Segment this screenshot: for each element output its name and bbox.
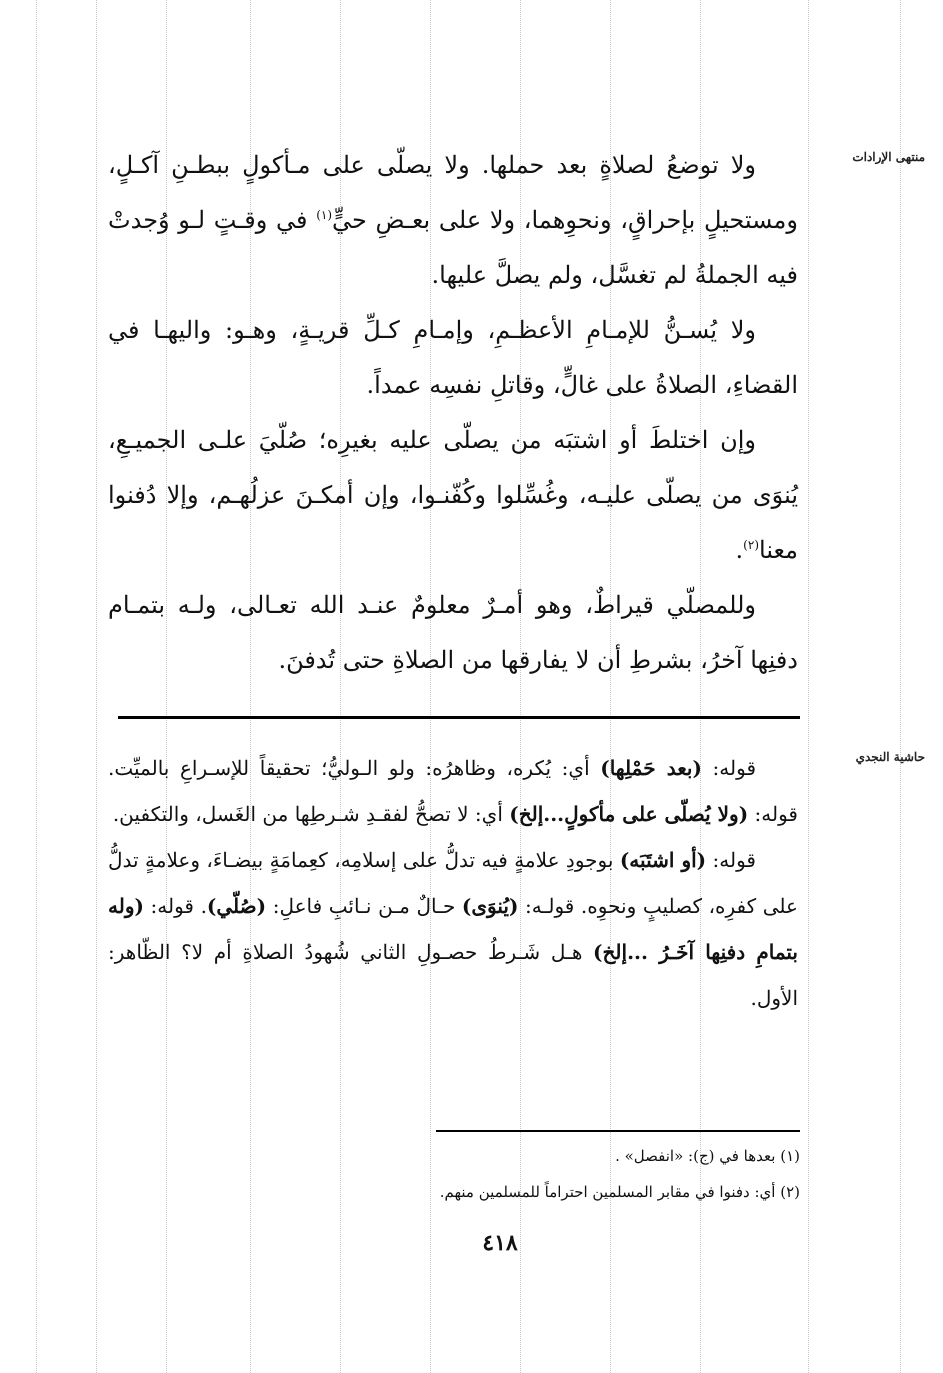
commentary-paragraph: قوله: (بعد حَمْلِها) أي: يُكره، وظاهرُه: ولو الـوليُّ؛ تحقيقاً للإسـراعِ بالميِّت. قوله: (ولا يُصلّى على مأكولٍ...إلخ) أي: لا تصحُّ لفقـدِ شـرطِها من الغَسل، والتكفين. — [108, 756, 798, 826]
page-number: ٤١٨ — [482, 1230, 518, 1256]
footnote-item: (٢) أي: دفنوا في مقابر المسلمين احتراماً للمسلمين منهم. — [439, 1183, 800, 1201]
commentary-text — [108, 745, 798, 1021]
quoted-phrase: (صُلّي) — [206, 894, 267, 918]
side-label-commentary: حاشية النجدي — [855, 750, 925, 764]
commentary-paragraph: قوله: (أو اشتَبَه) بوجودِ علامةٍ فيه تدلُّ على إسلامِه، كعِمامَةٍ بيضـاءَ، وعلامةٍ تدلُّ على كفرِه، كصليبٍ ونحوِه. قولـه: (يُنوَى) حـالٌ مـن نـائبِ فاعلِ: (صُلّي). قوله: (وله بتمامِ دفنِها آخَـرُ ...إلخ) هـل شَـرطُ حصـولِ الثاني شُهودُ الصلاةِ أم لا؟ الظّاهر: الأول. — [108, 848, 798, 1010]
side-label-main: منتهى الإرادات — [852, 150, 925, 164]
quoted-phrase: (أو اشتَبَه) — [619, 848, 707, 872]
footnote-divider — [436, 1130, 800, 1132]
margin-dots — [36, 0, 37, 1373]
footnote-ref[interactable]: (١) — [316, 208, 333, 222]
section-divider — [118, 716, 800, 719]
main-text — [108, 138, 798, 688]
quoted-phrase: (بعد حَمْلِها) — [600, 756, 702, 780]
margin-dots — [900, 0, 901, 1373]
quoted-phrase: (ولا يُصلّى على مأكولٍ...إلخ) — [509, 802, 749, 826]
footnote-item: (١) بعدها في (ج): «انفصل» . — [615, 1147, 800, 1165]
margin-dots — [808, 0, 809, 1373]
margin-dots — [96, 0, 97, 1373]
main-paragraph: ولا يُسـنُّ للإمـامِ الأعظـمِ، وإمـامِ كـلِّ قريـةٍ، وهـو: واليهـا في القضاءِ، الصلاةُ على غالٍّ، وقاتلِ نفسِه عمداً. — [108, 316, 798, 399]
main-paragraph: وللمصلّي قيراطٌ، وهو أمـرٌ معلومٌ عنـد الله تعـالى، ولـه بتمـام دفنِها آخرُ، بشرطِ أن لا يفارقها من الصلاةِ حتى تُدفنَ. — [108, 591, 798, 674]
main-paragraph: ولا توضعُ لصلاةٍ بعد حملها. ولا يصلّى على مـأكولٍ ببطـنِ آكـلٍ، ومستحيلٍ بإحراقٍ، ونحوِهما، ولا على بعـضِ حيٍّ$^{(١)}$ في وقـتٍ لـو وُجدتْ فيه الجملةُ لم تغسَّل، ولم يصلَّ عليها. — [108, 151, 798, 289]
quoted-phrase: (يُنوَى) — [461, 894, 519, 918]
footnote-ref[interactable]: (٢) — [743, 538, 759, 552]
main-paragraph: وإن اختلطَ أو اشتبَه من يصلّى عليه بغيرِه؛ صُلّيَ علـى الجميـعِ، يُنوَى من يصلّى عليـه، وغُسِّلوا وكُفّنـوا، وإن أمكـنَ عزلُهـم، وإلا دُفنوا معنا$^{(٢)}$. — [108, 426, 798, 564]
quoted-phrase: (وله بتمامِ دفنِها آخَـرُ ...إلخ) — [108, 894, 798, 964]
footnotes — [300, 1138, 800, 1210]
